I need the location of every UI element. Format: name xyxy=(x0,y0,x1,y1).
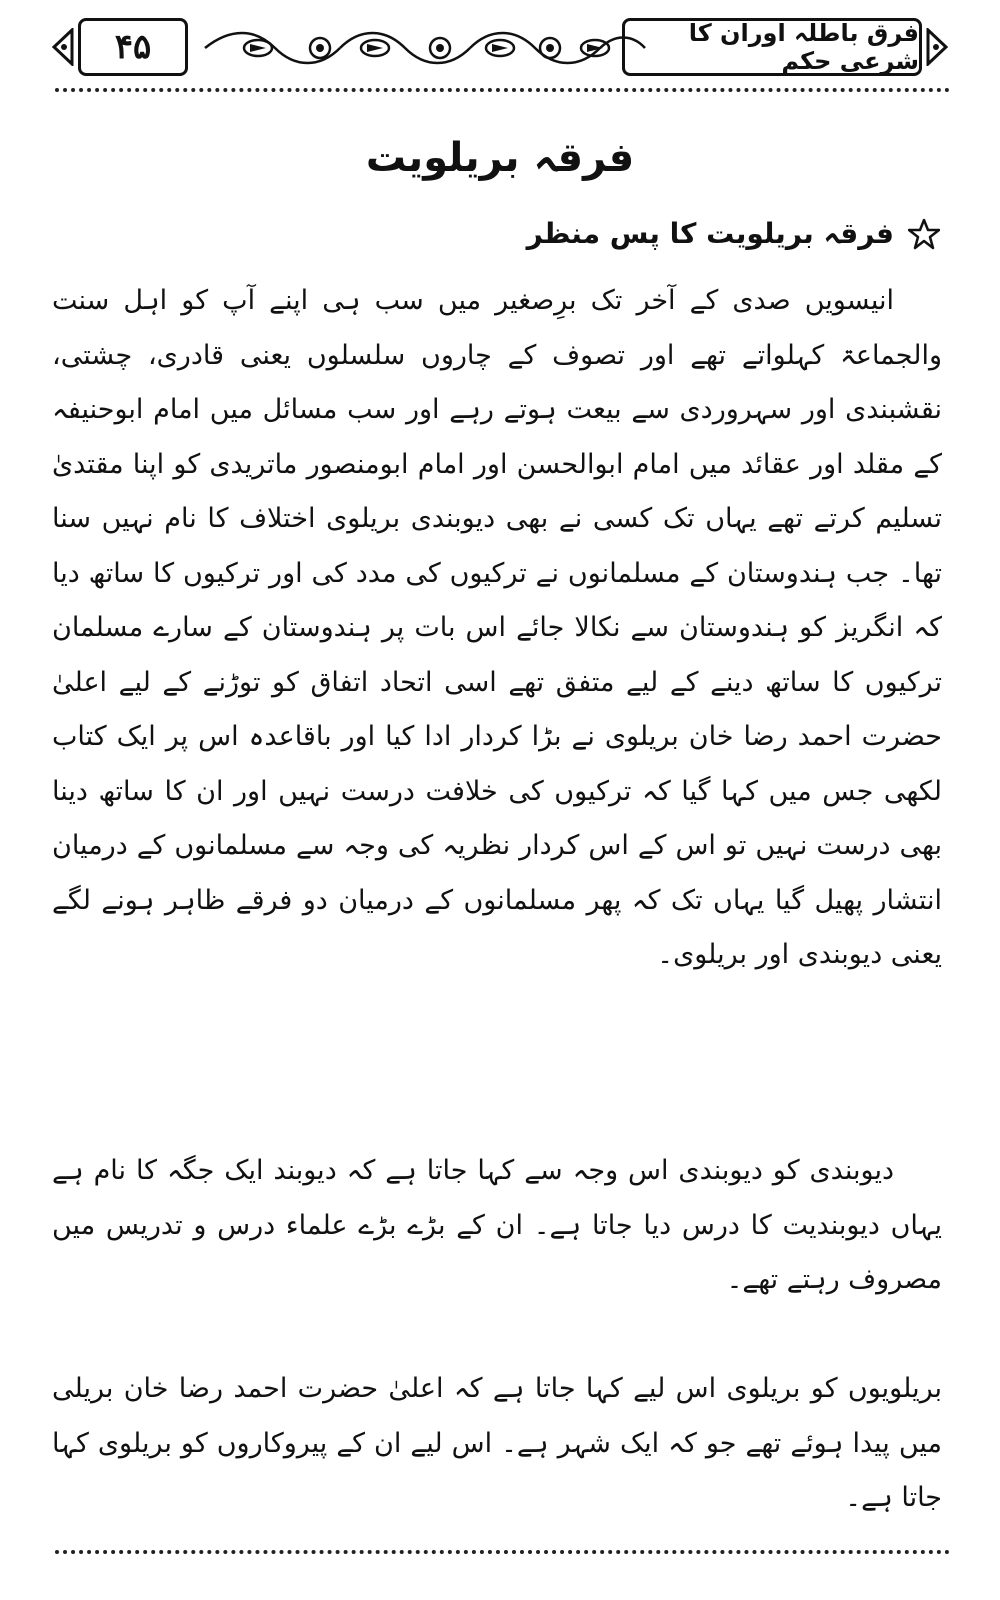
footer-dotted-rule xyxy=(55,1550,950,1554)
header-end-ornament-right xyxy=(926,28,950,66)
header-dotted-rule xyxy=(55,88,950,92)
page-number-frame xyxy=(78,18,188,76)
header-end-ornament-left xyxy=(50,28,74,66)
paragraph-1 xyxy=(52,274,942,983)
section-subheading xyxy=(60,206,940,262)
paragraph-text: دیوبندی کو دیوبندی اس وجہ سے کہا جاتا ہے کہ دیوبند ایک جگہ کا نام ہے یہاں دیوبندیت کا درس دیا جاتا ہے۔ ان کے بڑے بڑے علماء درس و تدریس میں مصروف رہتے تھے۔ xyxy=(52,1155,942,1295)
paragraph-3 xyxy=(52,1362,942,1526)
paragraph-2 xyxy=(52,1144,942,1308)
page-header xyxy=(50,18,950,82)
star-outline-icon xyxy=(908,218,940,250)
running-title: فرق باطلہ اوران کا شرعی حکم xyxy=(688,19,919,75)
floral-ornament-icon xyxy=(200,24,650,72)
running-title-frame xyxy=(622,18,922,76)
paragraph-text: بریلویوں کو بریلوی اس لیے کہا جاتا ہے کہ اعلیٰ حضرت احمد رضا خان بریلی میں پیدا ہوئے تھے جو کہ ایک شہر ہے۔ اس لیے ان کے پیروکاروں کو بریلوی کہا جاتا ہے۔ xyxy=(52,1373,942,1513)
chapter-title: فرقہ بریلویت xyxy=(365,135,635,181)
subheading-text: فرقہ بریلویت کا پس منظر xyxy=(526,217,894,250)
paragraph-text: انیسویں صدی کے آخر تک برِصغیر میں سب ہی اپنے آپ کو اہل سنت والجماعۃ کہلواتے تھے اور تصوف کے چاروں سلسلوں یعنی قادری، چشتی، نقشبندی اور سہروردی سے بیعت ہوتے رہے اور سب مسائل میں امام ابوحنیفہ کے مقلد اور عقائد میں امام ابوالحسن اور امام ابومنصور ماتریدی کو اپنا مقتدیٰ تسلیم کرتے تھے یہاں تک کسی نے بھی دیوبندی بریلوی اختلاف کا نام نہیں سنا تھا۔ جب ہندوستان کے مسلمانوں نے ترکیوں کی مدد کی اور ترکیوں کا ساتھ دیا کہ انگریز کو ہندوستان سے نکالا جائے اس بات پر ہندوستان کے سارے مسلمان ترکیوں کا ساتھ دینے کے لیے متفق تھے اسی اتحاد اتفاق کو توڑنے کے لیے اعلیٰ حضرت احمد رضا خان بریلوی نے بڑا کردار ادا کیا اور باقاعدہ اس پر ایک کتاب لکھی جس میں کہا گیا کہ ترکیوں کی خلافت درست نہیں اور ان کا ساتھ دینا بھی درست نہیں تو اس کے اس کردار نظریہ کی وجہ سے مسلمانوں کے درمیان انتشار پھیل گیا یہاں تک کہ پھر مسلمانوں کے درمیان دو فرقے ظاہر ہونے لگے یعنی دیوبندی اور بریلوی۔ xyxy=(52,285,942,970)
page-number: ۴۵ xyxy=(114,27,152,67)
